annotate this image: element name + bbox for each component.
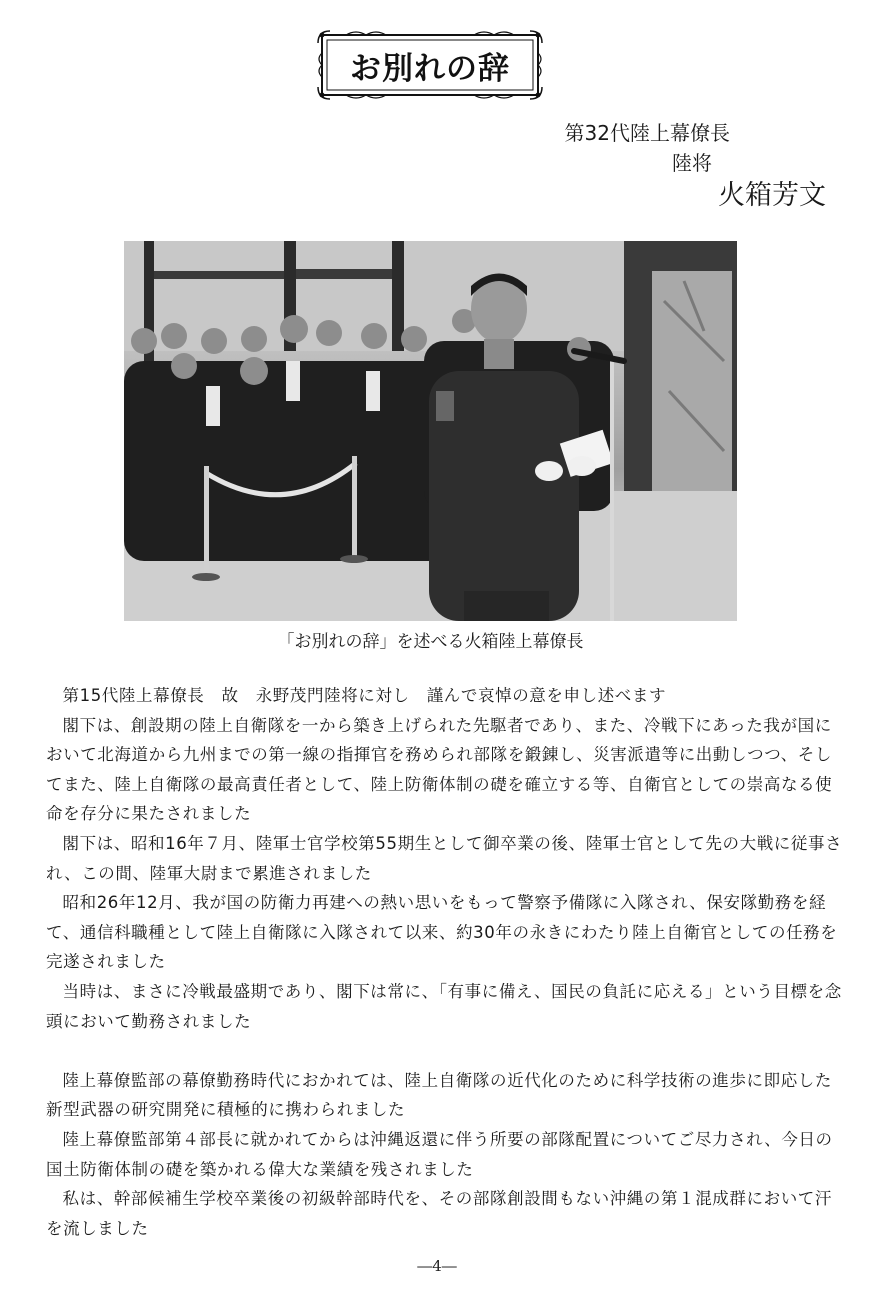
page-title: お別れの辞: [350, 50, 510, 87]
title-frame: [316, 29, 544, 101]
paragraph: 陸上幕僚監部の幕僚勤務時代におかれては、陸上自衛隊の近代化のために科学技術の進歩に即応した新型武器の研究開発に積極的に携わられました: [46, 1070, 832, 1120]
author-rank: 陸将: [672, 151, 712, 175]
section-spacer: [46, 1036, 846, 1066]
paragraph: 閣下は、創設期の陸上自衛隊を一から築き上げられた先駆者であり、また、冷戦下にあった我が国において北海道から九州までの第一線の指揮官を務められ部隊を鍛錬し、災害派遣等に出動しつつ、そしてまた、陸上自衛隊の最高責任者として、陸上防衛体制の礎を確立する等、自衛官としての崇高なる使命を存分に果たされました: [46, 715, 833, 824]
photo-caption: 「お別れの辞」を述べる火箱陸上幕僚長: [277, 632, 584, 652]
eulogy-body: [46, 681, 846, 1243]
author-position: 第32代陸上幕僚長: [564, 121, 730, 145]
author-name: 火箱芳文: [718, 180, 826, 211]
photo-illustration: [124, 241, 737, 621]
paragraph: 当時は、まさに冷戦最盛期であり、閣下は常に、「有事に備え、国民の負託に応える」という目標を念頭において勤務されました: [46, 981, 842, 1031]
page-number: ―4―: [417, 1257, 457, 1275]
paragraph: 私は、幹部候補生学校卒業後の初級幹部時代を、その部隊創設間もない沖縄の第１混成群において汗を流しました: [46, 1189, 832, 1238]
ceremony-photo: [124, 241, 737, 621]
paragraph: 陸上幕僚監部第４部長に就かれてからは沖縄返還に伴う所要の部隊配置についてご尽力され、今日の国土防衛体制の礎を築かれる偉大な業績を残されました: [46, 1129, 833, 1179]
paragraph: 閣下は、昭和16年７月、陸軍士官学校第55期生として御卒業の後、陸軍士官として先の大戦に従事され、この間、陸軍大尉まで累進されました: [46, 833, 843, 883]
paragraph: 昭和26年12月、我が国の防衛力再建への熱い思いをもって警察予備隊に入隊され、保安隊勤務を経て、通信科職種として陸上自衛隊に入隊されて以来、約30年の永きにわたり陸上自衛官としての任務を完遂されました: [46, 893, 838, 972]
paragraph: 第15代陸上幕僚長 故 永野茂門陸将に対し 謹んで哀悼の意を申し述べます: [62, 686, 667, 705]
